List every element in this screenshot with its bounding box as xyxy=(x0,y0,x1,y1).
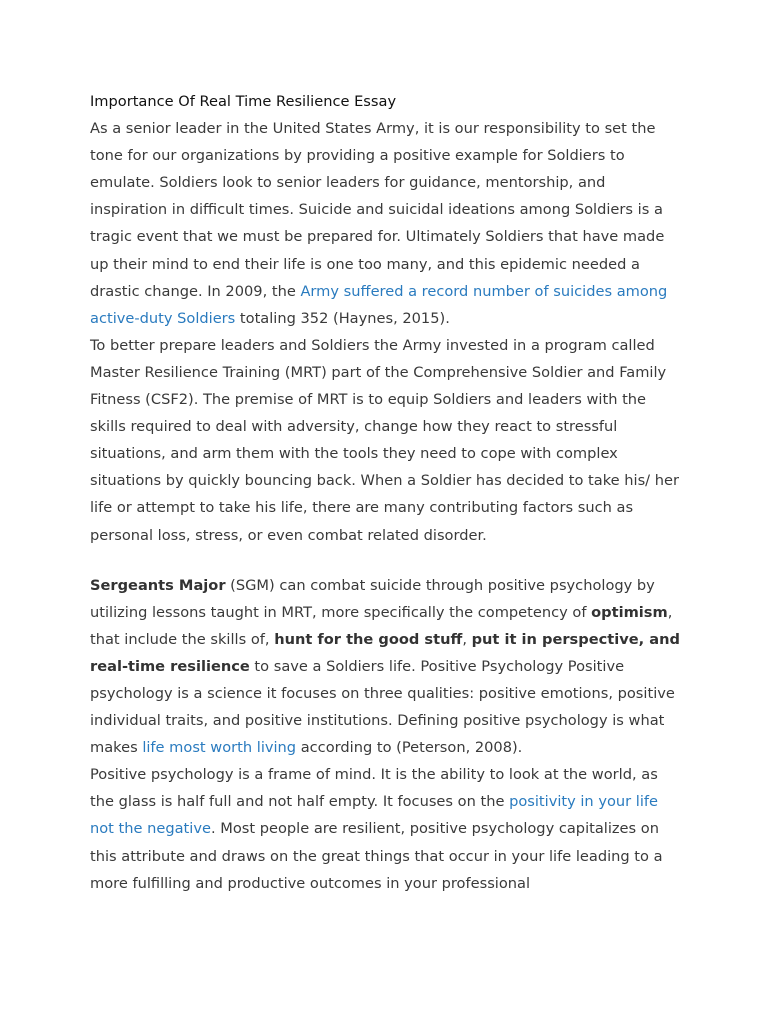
paragraph-3-text-b: , that include the skills of, xyxy=(90,603,673,648)
bold-perspective-resilience: put it in perspective, and real-time resilience xyxy=(90,630,680,675)
essay-title: Importance Of Real Time Resilience Essay xyxy=(90,93,397,110)
bold-sergeants-major: Sergeants Major xyxy=(90,576,226,594)
link-army-suicides[interactable]: Army suffered a record number of suicides among active-duty Soldiers xyxy=(90,282,668,327)
paragraph-1-text-b: totaling 352 (Haynes, 2015). xyxy=(235,309,450,327)
paragraph-4 xyxy=(90,761,682,896)
essay-page xyxy=(90,88,682,897)
paragraph-3 xyxy=(90,572,682,762)
link-life-worth-living[interactable]: life most worth living xyxy=(142,739,297,757)
paragraph-3-text-c: , xyxy=(462,630,472,648)
paragraph-3-text-d: to save a Soldiers life. Positive Psychology Positive psychology is a science it focuses on three qualities: positive emotions, positive individual traits, and positive institutions. Defining positive psychology is what makes xyxy=(90,657,675,757)
paragraph-spacer xyxy=(90,549,682,572)
paragraph-3-text-e: according to (Peterson, 2008). xyxy=(296,739,523,757)
link-positivity[interactable]: positivity in your life not the negative xyxy=(90,793,658,838)
paragraph-1-text-a: As a senior leader in the United States Army, it is our responsibility to set the tone for our organizations by providing a positive example for Soldiers to emulate. Soldiers look to senior leaders for guidance, mentorship, and inspiration in difficult times. Suicide and suicidal ideations among Soldiers is a tragic event that we must be prepared for. Ultimately Soldiers that have made up their mind to end their life is one too many, and this epidemic needed a drastic change. In 2009, the xyxy=(90,120,665,300)
bold-hunt-good-stuff: hunt for the good stuff xyxy=(274,630,463,648)
paragraph-4-text-b: . Most people are resilient, positive psychology capitalizes on this attribute and draws on the great things that occur in your life leading to a more fulfilling and productive outcomes in your professional xyxy=(90,820,663,892)
paragraph-1 xyxy=(90,115,682,332)
paragraph-4-text-a: Positive psychology is a frame of mind. It is the ability to look at the world, as the glass is half full and not half empty. It focuses on the xyxy=(90,766,658,811)
bold-optimism: optimism xyxy=(591,603,668,621)
paragraph-2: To better prepare leaders and Soldiers the Army invested in a program called Master Resilience Training (MRT) part of the Comprehensive Soldier and Family Fitness (CSF2). The premise of MRT is to equip Soldiers and leaders with the skills required to deal with adversity, change how they react to stressful situations, and arm them with the tools they need to cope with complex situations by quickly bouncing back. When a Soldier has decided to take his/ her life or attempt to take his life, there are many contributing factors such as personal loss, stress, or even combat related disorder. xyxy=(90,336,679,544)
paragraph-3-text-a: (SGM) can combat suicide through positive psychology by utilizing lessons taught in MRT, more specifically the competency of xyxy=(90,576,655,621)
